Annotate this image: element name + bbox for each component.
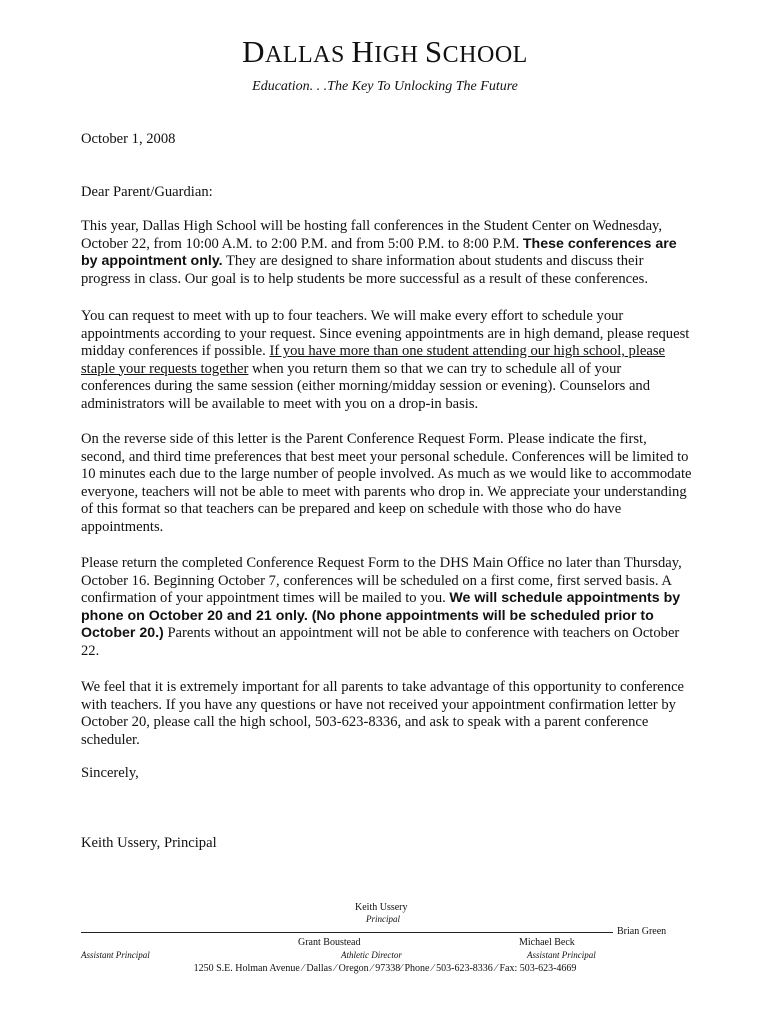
footer-divider bbox=[81, 932, 613, 933]
footer-ap1-title: Assistant Principal bbox=[81, 950, 150, 960]
letter-date: October 1, 2008 bbox=[81, 131, 176, 147]
footer-ap2-title: Assistant Principal bbox=[527, 950, 596, 960]
paragraph-1: This year, Dallas High School will be hosting fall conferences in the Student Center on Wednesday, October 22, from 10:00 A.M. to 2:00 P.M. and from 5:00 P.M. to 8:00 P.M. These conferences are by appointment only. They are designed to share information about students and discuss their progress in class. Our goal is to help students be more successful as a result of these conferences. bbox=[81, 218, 677, 287]
footer-ad-name: Grant Boustead bbox=[298, 937, 361, 948]
school-tagline: Education. . .The Key To Unlocking The Future bbox=[252, 79, 518, 94]
phone-scheduling-emphasis: We will schedule appointments by phone on October 20 and 21 only. (No phone appointments will be scheduled prior to October 20.) bbox=[81, 590, 681, 641]
staple-requests-note: If you have more than one student attending our high school, please staple your requests together bbox=[81, 343, 666, 377]
footer-ap2-name: Michael Beck bbox=[519, 937, 575, 948]
paragraph-4: Please return the completed Conference Request Form to the DHS Main Office no later than Thursday, October 16. Beginning October 7, conferences will be scheduled on a first come, first served basis. A confirmation of your appointment times will be mailed to you. We will schedule appointments by phone on October 20 and 21 only. (No phone appointments will be scheduled prior to October 20.) Parents without an appointment will not be able to conference with teachers on October 22. bbox=[81, 555, 682, 659]
footer-ad-title: Athletic Director bbox=[341, 950, 402, 960]
school-name-title: DALLAS HIGH SCHOOL bbox=[242, 34, 528, 69]
salutation: Dear Parent/Guardian: bbox=[81, 184, 213, 200]
signer-name: Keith Ussery, Principal bbox=[81, 835, 217, 851]
footer-address: 1250 S.E. Holman Avenue ⁄ Dallas ⁄ Oregon ⁄ 97338⁄ Phone ⁄ 503-623-8336 ⁄ Fax: 503-623-4669 bbox=[193, 963, 577, 974]
footer-principal-name: Keith Ussery bbox=[355, 902, 408, 913]
closing: Sincerely, bbox=[81, 765, 139, 781]
appointment-only-emphasis: These conferences are by appointment only. bbox=[81, 235, 677, 269]
paragraph-2: You can request to meet with up to four teachers. We will make every effort to schedule your appointments according to your request. Since evening appointments are in high demand, please request midday conferences if possible. If you have more than one student attending our high school, please staple your requests together when you return them so that we can try to schedule all of your conferences during the same session (either morning/midday session or evening). Counselors and administrators will be available to meet with you on a drop-in basis. bbox=[81, 308, 690, 412]
footer-ap1-name: Brian Green bbox=[617, 926, 667, 937]
paragraph-5: We feel that it is extremely important for all parents to take advantage of this opportunity to conference with teachers. If you have any questions or have not received your appointment confirmation letter by October 20, please call the high school, 503-623-8336, and ask to speak with a parent conference scheduler. bbox=[81, 679, 685, 748]
footer-principal-title: Principal bbox=[366, 914, 400, 924]
paragraph-3: On the reverse side of this letter is the Parent Conference Request Form. Please indicate the first, second, and third time preferences that best meet your personal schedule. Conferences will be limited to 10 minutes each due to the large number of people involved. As much as we would like to accommodate everyone, teachers will not be able to meet with parents who drop in. We appreciate your understanding of this format so that teachers can be prepared and keep on schedule with those who do have appointments. bbox=[81, 431, 692, 535]
